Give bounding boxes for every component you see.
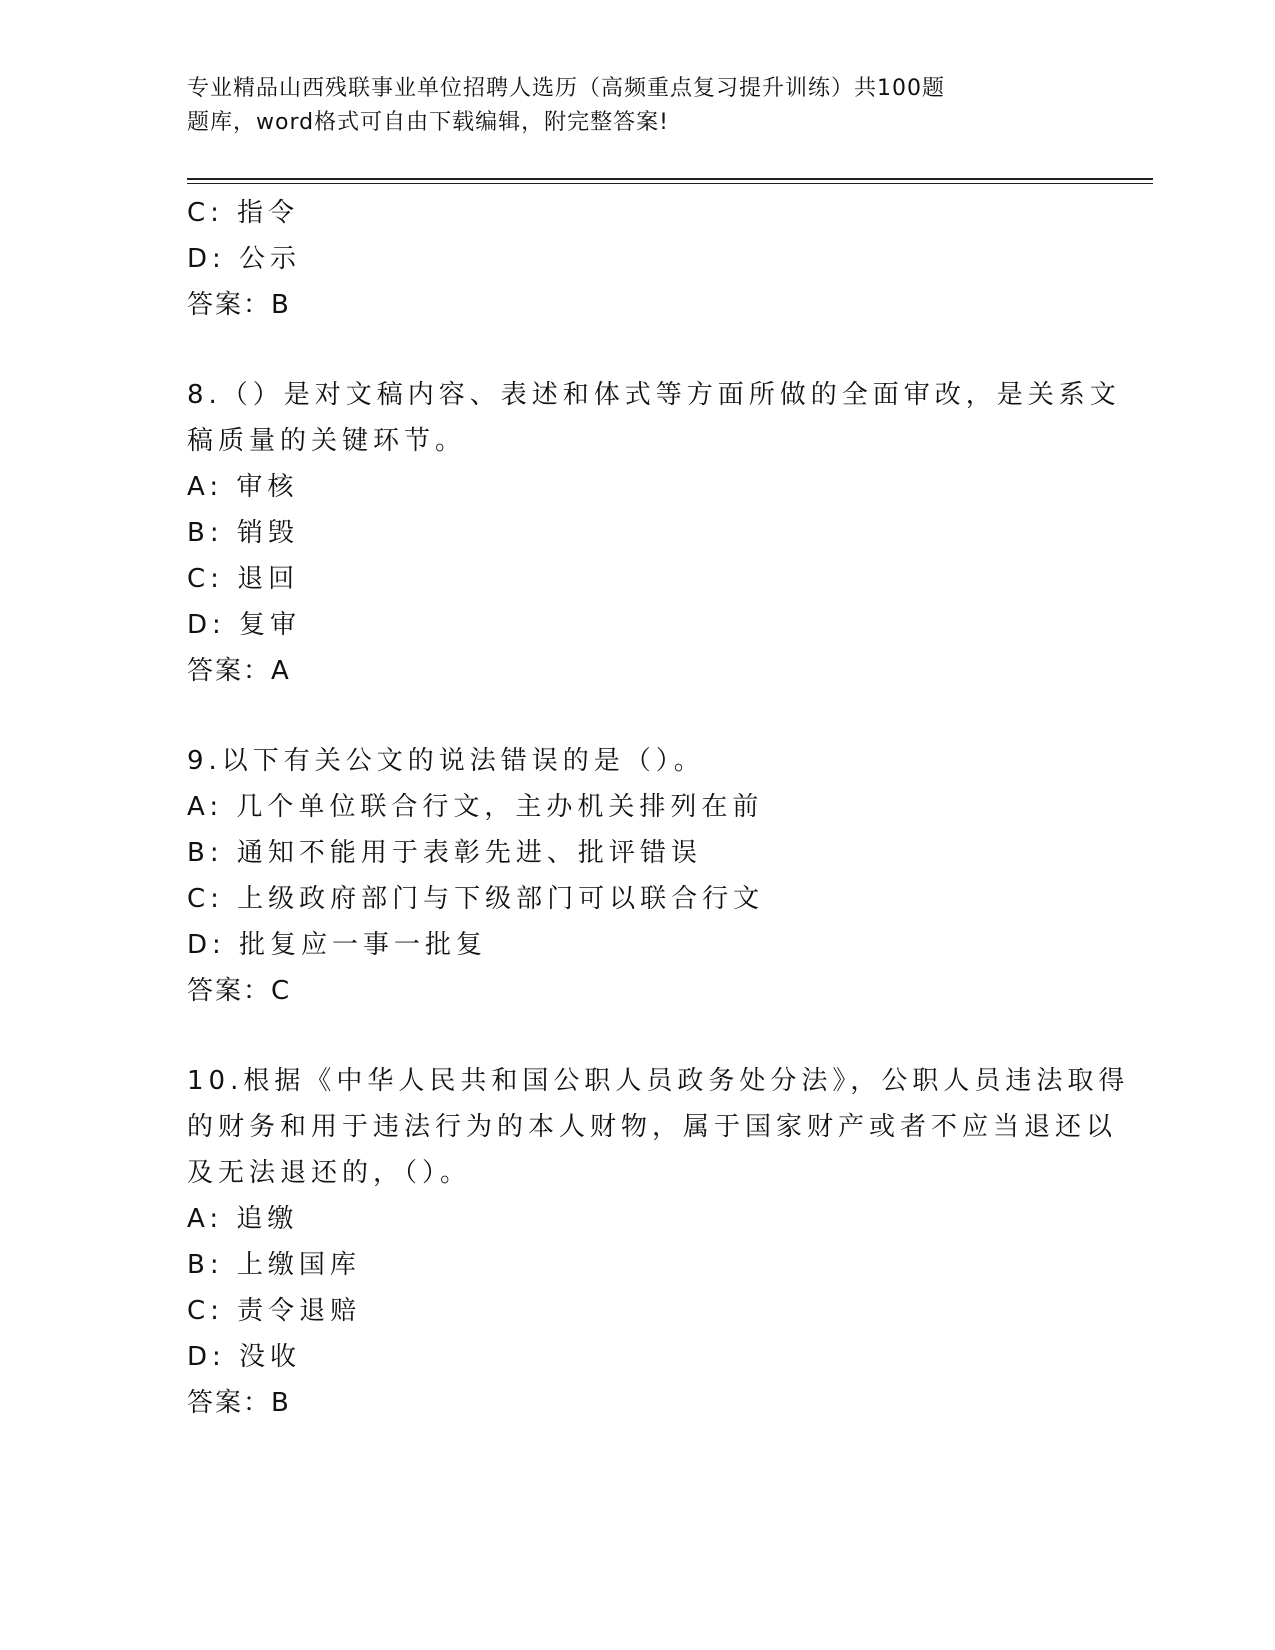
question-list <box>187 190 1130 1426</box>
option-b: B: 上缴国库 <box>187 1250 361 1280</box>
question-stem-line-2: 的财务和用于违法行为的本人财物，属于国家财产或者不应当退还以 <box>187 1112 1118 1142</box>
option-a: A: 几个单位联合行文，主办机关排列在前 <box>187 792 764 822</box>
option-a: A: 审核 <box>187 472 299 502</box>
question-stem-line-1: 8.（）是对文稿内容、表述和体式等方面所做的全面审改，是关系文 <box>187 380 1121 410</box>
option-b: B: 销毁 <box>187 518 299 548</box>
question-10 <box>187 1058 1130 1426</box>
answer-line: 答案：B <box>187 290 291 320</box>
question-8 <box>187 372 1121 694</box>
option-b: B: 通知不能用于表彰先进、批评错误 <box>187 838 702 868</box>
option-c: C: 退回 <box>187 564 300 594</box>
document-header <box>187 72 1027 140</box>
option-a: A: 追缴 <box>187 1204 299 1234</box>
question-7-partial <box>187 190 1087 328</box>
question-stem-line-2: 稿质量的关键环节。 <box>187 426 467 456</box>
option-c: C: 责令退赔 <box>187 1296 362 1326</box>
option-d: D: 公示 <box>187 244 302 274</box>
question-9 <box>187 738 1087 1014</box>
question-stem-line-3: 及无法退还的，（）。 <box>187 1158 472 1188</box>
option-d: D: 复审 <box>187 610 302 640</box>
option-d: D: 没收 <box>187 1342 302 1372</box>
option-c: C: 指令 <box>187 198 300 228</box>
header-divider-thin <box>187 183 1153 184</box>
answer-line: 答案：A <box>187 656 291 686</box>
option-c: C: 上级政府部门与下级部门可以联合行文 <box>187 884 765 914</box>
answer-line: 答案：C <box>187 976 292 1006</box>
question-stem-line-1: 10.根据《中华人民共和国公职人员政务处分法》，公职人员违法取得 <box>187 1066 1130 1096</box>
answer-line: 答案：B <box>187 1388 291 1418</box>
question-stem-line-1: 9.以下有关公文的说法错误的是（）。 <box>187 746 705 776</box>
header-line-2: 题库，word格式可自由下载编辑，附完整答案! <box>187 110 669 135</box>
option-d: D: 批复应一事一批复 <box>187 930 488 960</box>
header-line-1: 专业精品山西残联事业单位招聘人选历（高频重点复习提升训练）共100题 <box>187 76 945 101</box>
header-divider <box>187 178 1153 180</box>
